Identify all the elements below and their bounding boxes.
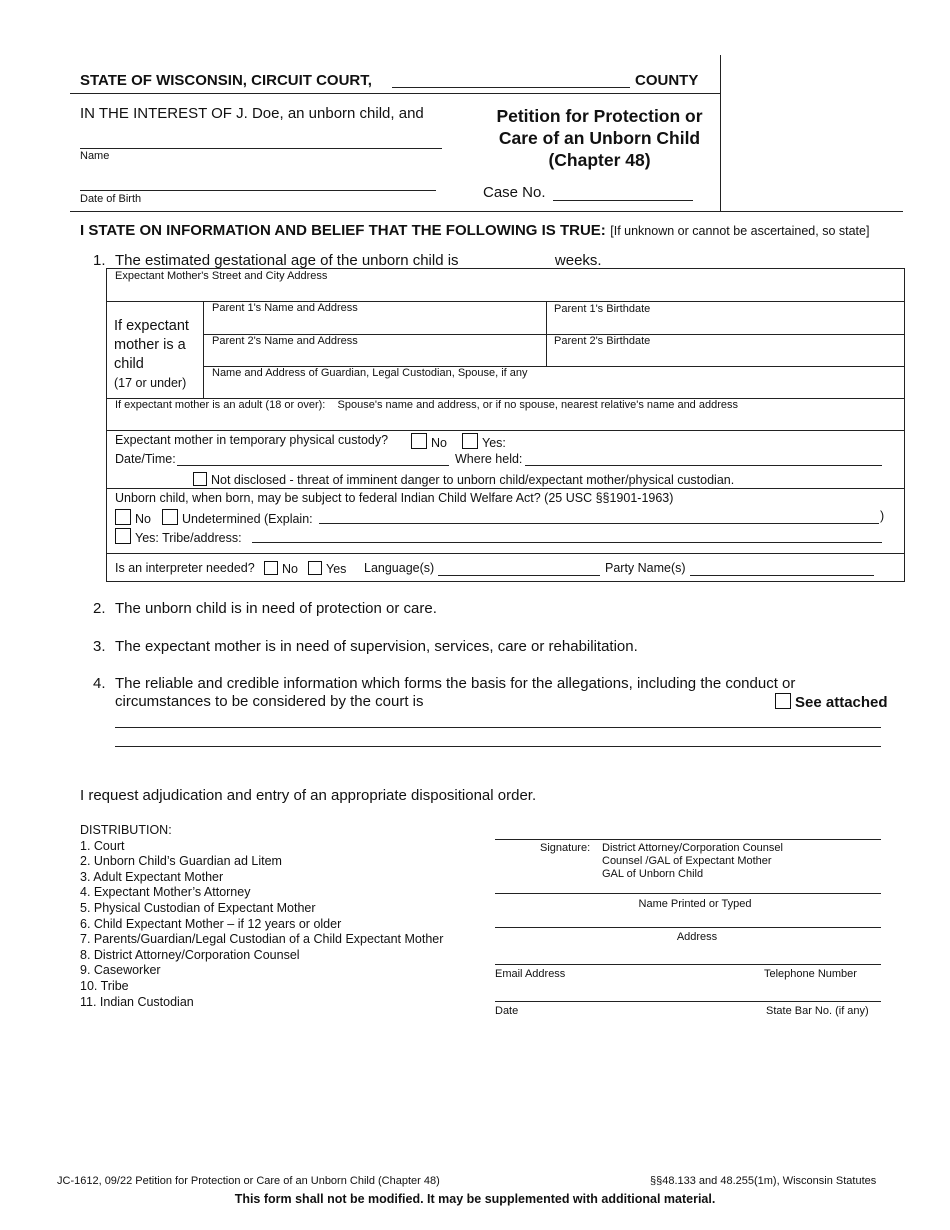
case-no-field[interactable]	[553, 200, 693, 201]
dob-label: Date of Birth	[80, 193, 142, 205]
icwa-close-paren: )	[880, 509, 885, 523]
item1-pre: The estimated gestational age of the unborn child is	[115, 252, 459, 269]
name-field[interactable]	[80, 148, 442, 149]
icwa-undetermined-label: Undetermined (Explain:	[182, 512, 313, 526]
item2-number: 2.	[93, 600, 106, 617]
distribution-list	[80, 823, 443, 1010]
custody-yes-checkbox[interactable]	[462, 433, 478, 449]
icwa-question: Unborn child, when born, may be subject to federal Indian Child Welfare Act? (25 USC §§1901-1963)	[115, 491, 674, 505]
language-field[interactable]	[438, 575, 600, 576]
list-item: 2. Unborn Child’s Guardian ad Litem	[80, 854, 282, 869]
custody-yes-option[interactable]	[462, 433, 506, 450]
distribution-title: DISTRIBUTION:	[80, 823, 172, 837]
footer-notice: This form shall not be modified. It may be supplemented with additional material.	[234, 1192, 716, 1206]
party-name-label: Party Name(s)	[605, 561, 686, 575]
list-item: 11. Indian Custodian	[80, 994, 194, 1009]
name-printed-line[interactable]	[495, 893, 881, 894]
title-line-1: Petition for Protection or	[496, 106, 703, 126]
mother-address-label: Expectant Mother's Street and City Address	[115, 270, 328, 282]
interest-text: IN THE INTEREST OF J. Doe, an unborn child, and	[80, 105, 424, 122]
form-id: JC-1612, 09/22 Petition for Protection or Care of an Unborn Child (Chapter 48)	[57, 1175, 440, 1187]
case-no-label: Case No.	[483, 184, 546, 201]
icwa-no-option[interactable]	[115, 509, 151, 526]
parent1-birthdate-label: Parent 1's Birthdate	[554, 303, 651, 315]
parent2-name-label: Parent 2's Name and Address	[212, 335, 358, 347]
list-item: 1. Court	[80, 838, 125, 853]
item3-number: 3.	[93, 638, 106, 655]
if-child-label	[114, 317, 189, 393]
icwa-undetermined-checkbox[interactable]	[162, 509, 178, 525]
statement-bold: I STATE ON INFORMATION AND BELIEF THAT THE FOLLOWING IS TRUE:	[80, 222, 606, 239]
tribe-address-field[interactable]	[252, 542, 882, 543]
list-item: 8. District Attorney/Corporation Counsel	[80, 947, 300, 962]
title-line-2: Care of an Unborn Child	[498, 128, 701, 148]
signature-label: Signature:	[540, 842, 591, 854]
email-label: Email Address	[495, 968, 566, 980]
table-rule	[106, 553, 904, 554]
icwa-explain-field[interactable]	[319, 523, 879, 524]
address-label: Address	[676, 931, 718, 943]
title-line-3: (Chapter 48)	[548, 150, 651, 170]
statement	[80, 222, 869, 240]
page-title	[462, 105, 737, 171]
adult-label: If expectant mother is an adult (18 or over): Spouse's name and address, or if no spouse, nearest relative's name and address	[115, 399, 738, 411]
item4-answer-line-1[interactable]	[115, 727, 881, 728]
email-phone-line[interactable]	[495, 964, 881, 965]
interpreter-question: Is an interpreter needed?	[115, 561, 255, 575]
role-1: District Attorney/Corporation Counsel	[602, 842, 783, 854]
role-2: Counsel /GAL of Expectant Mother	[602, 855, 772, 867]
item4-line-2: circumstances to be considered by the court is	[115, 693, 424, 710]
list-item: 5. Physical Custodian of Expectant Mother	[80, 900, 316, 915]
interpreter-yes-checkbox[interactable]	[308, 561, 322, 575]
statutes: §§48.133 and 48.255(1m), Wisconsin Statutes	[650, 1175, 877, 1187]
date-bar-line[interactable]	[495, 1001, 881, 1002]
interpreter-no-checkbox[interactable]	[264, 561, 278, 575]
icwa-no-label: No	[135, 512, 151, 526]
if-child-line-4: (17 or under)	[114, 376, 187, 390]
court-label: STATE OF WISCONSIN, CIRCUIT COURT,	[80, 72, 372, 89]
county-field[interactable]	[392, 87, 630, 88]
see-attached-checkbox[interactable]	[775, 693, 791, 709]
interpreter-yes-label: Yes	[326, 562, 347, 576]
custody-no-label: No	[431, 436, 447, 450]
custody-question: Expectant mother in temporary physical custody?	[115, 433, 389, 447]
item4-number: 4.	[93, 675, 106, 692]
item3-text: The expectant mother is in need of supervision, services, care or rehabilitation.	[115, 638, 638, 655]
item1-number: 1.	[93, 252, 106, 269]
item1-text	[115, 252, 602, 269]
not-disclosed-label: Not disclosed - threat of imminent danger to unborn child/expectant mother/physical custodian.	[211, 473, 735, 487]
parent2-birthdate-label: Parent 2's Birthdate	[554, 335, 651, 347]
icwa-yes-label: Yes: Tribe/address:	[135, 531, 242, 545]
table-rule	[106, 430, 904, 431]
interpreter-no-label: No	[282, 562, 298, 576]
icwa-yes-option[interactable]	[115, 528, 242, 545]
phone-label: Telephone Number	[764, 968, 857, 980]
icwa-no-checkbox[interactable]	[115, 509, 131, 525]
parent1-name-label: Parent 1's Name and Address	[212, 302, 358, 314]
table-divider	[203, 301, 204, 398]
table-rule	[106, 488, 904, 489]
signature-roles	[602, 842, 783, 881]
language-label: Language(s)	[364, 561, 435, 575]
not-disclosed-checkbox[interactable]	[193, 472, 207, 486]
see-attached-option[interactable]	[775, 693, 888, 711]
county-label: COUNTY	[635, 72, 699, 89]
request-text: I request adjudication and entry of an appropriate dispositional order.	[80, 787, 537, 804]
guardian-label: Name and Address of Guardian, Legal Custodian, Spouse, if any	[212, 367, 528, 379]
name-label: Name	[80, 150, 110, 162]
dob-field[interactable]	[80, 190, 436, 191]
statement-note: [If unknown or cannot be ascertained, so state]	[610, 224, 870, 238]
list-item: 4. Expectant Mother’s Attorney	[80, 885, 251, 900]
address-line[interactable]	[495, 927, 881, 928]
item4-answer-line-2[interactable]	[115, 746, 881, 747]
item1-post: weeks.	[554, 252, 602, 269]
datetime-field[interactable]	[177, 465, 449, 466]
interpreter-yes-option[interactable]	[308, 561, 346, 576]
list-item: 10. Tribe	[80, 978, 129, 993]
signature-line[interactable]	[495, 839, 881, 840]
list-item: 7. Parents/Guardian/Legal Custodian of a Child Expectant Mother	[80, 932, 444, 947]
if-child-line-1: If expectant	[114, 318, 189, 334]
custody-no-checkbox[interactable]	[411, 433, 427, 449]
header-bottom-rule	[70, 211, 903, 212]
item4-line-1: The reliable and credible information which forms the basis for the allegations, including the conduct or	[115, 675, 796, 692]
list-item: 3. Adult Expectant Mother	[80, 869, 224, 884]
icwa-undetermined-option[interactable]	[162, 509, 313, 526]
list-item: 9. Caseworker	[80, 963, 161, 978]
datetime-label: Date/Time:	[115, 452, 176, 466]
role-3: GAL of Unborn Child	[602, 868, 704, 880]
item2-text: The unborn child is in need of protection or care.	[115, 600, 437, 617]
gestational-weeks-field[interactable]	[463, 254, 551, 269]
if-child-line-3: child	[114, 356, 144, 372]
interpreter-no-option[interactable]	[264, 561, 298, 576]
list-item: 6. Child Expectant Mother – if 12 years or older	[80, 916, 342, 931]
header-rule	[70, 93, 720, 94]
where-held-field[interactable]	[525, 465, 882, 466]
where-held-label: Where held:	[455, 452, 523, 466]
icwa-yes-checkbox[interactable]	[115, 528, 131, 544]
custody-yes-label: Yes:	[482, 436, 506, 450]
see-attached-label: See attached	[795, 694, 888, 711]
not-disclosed-option[interactable]	[193, 472, 734, 487]
bar-no-label: State Bar No. (if any)	[766, 1005, 869, 1017]
party-name-field[interactable]	[690, 575, 874, 576]
date-label: Date	[495, 1005, 519, 1017]
if-child-line-2: mother is a	[114, 337, 186, 353]
name-printed-label: Name Printed or Typed	[638, 898, 752, 910]
custody-no-option[interactable]	[411, 433, 447, 450]
